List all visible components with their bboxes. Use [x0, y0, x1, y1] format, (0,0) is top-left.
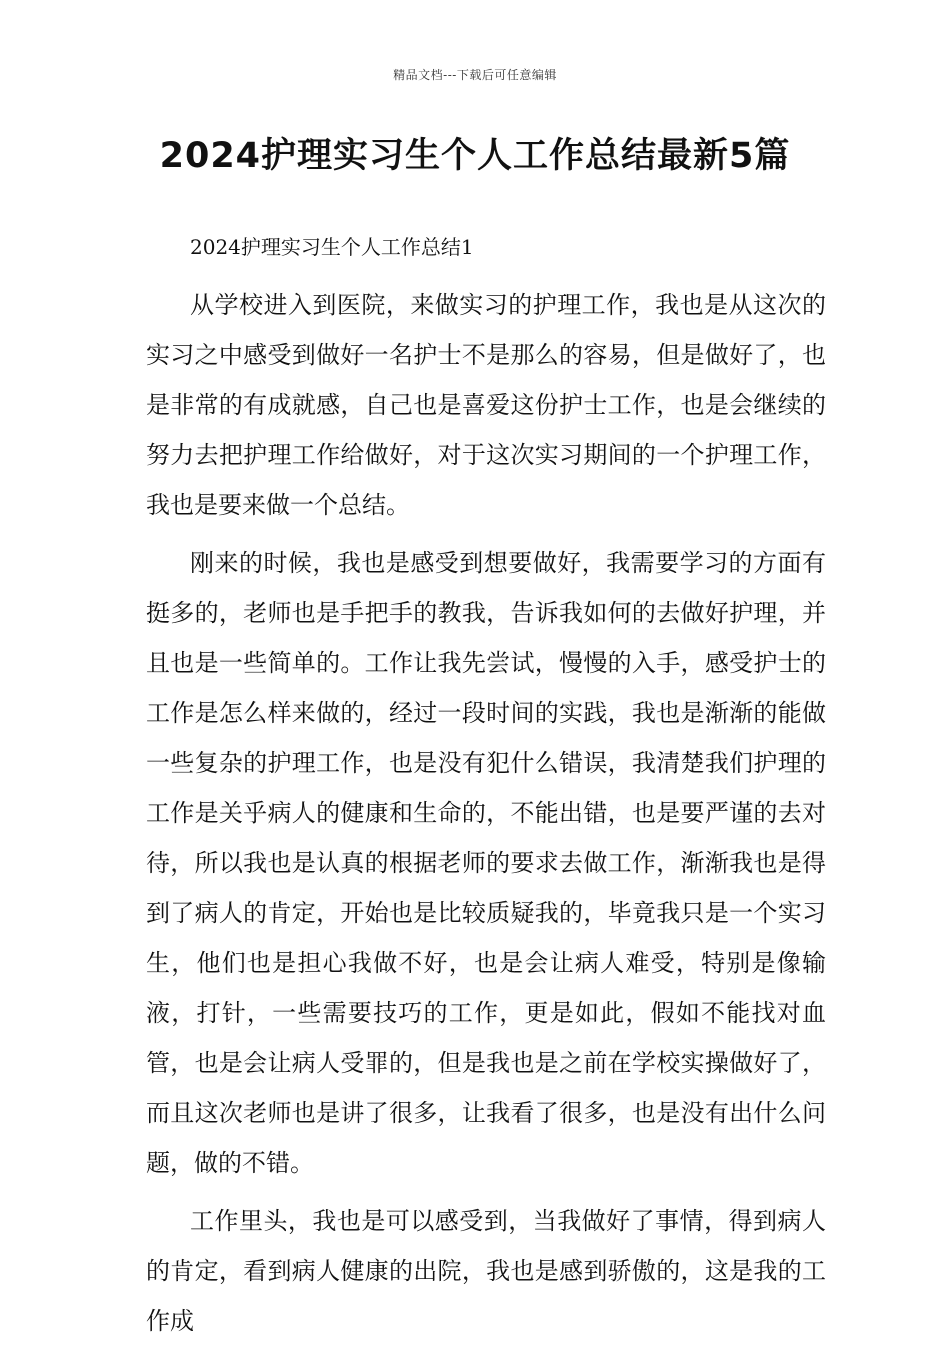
body-paragraph: 工作里头，我也是可以感受到，当我做好了事情，得到病人的肯定，看到病人健康的出院，我也是感到骄傲的，这是我的工作成: [146, 1207, 826, 1335]
page-header: 精品文档---下载后可任意编辑: [393, 68, 557, 82]
document-body: [146, 222, 826, 1354]
section-heading: 2024护理实习生个人工作总结1: [190, 235, 474, 259]
body-paragraph: 从学校进入到医院，来做实习的护理工作，我也是从这次的实习之中感受到做好一名护士不是那么的容易，但是做好了，也是非常的有成就感，自己也是喜爱这份护士工作，也是会继续的努力去把护理工作给做好，对于这次实习期间的一个护理工作，我也是要来做一个总结。: [146, 291, 826, 519]
document-title: 2024护理实习生个人工作总结最新5篇: [159, 136, 791, 176]
body-paragraph: 刚来的时候，我也是感受到想要做好，我需要学习的方面有挺多的，老师也是手把手的教我，告诉我如何的去做好护理，并且也是一些简单的。工作让我先尝试，慢慢的入手，感受护士的工作是怎么样来做的，经过一段时间的实践，我也是渐渐的能做一些复杂的护理工作，也是没有犯什么错误，我清楚我们护理的工作是关乎病人的健康和生命的，不能出错，也是要严谨的去对待，所以我也是认真的根据老师的要求去做工作，渐渐我也是得到了病人的肯定，开始也是比较质疑我的，毕竟我只是一个实习生，他们也是担心我做不好，也是会让病人难受，特别是像输液，打针，一些需要技巧的工作，更是如此，假如不能找对血管，也是会让病人受罪的，但是我也是之前在学校实操做好了，而且这次老师也是讲了很多，让我看了很多，也是没有出什么问题，做的不错。: [146, 549, 826, 1177]
